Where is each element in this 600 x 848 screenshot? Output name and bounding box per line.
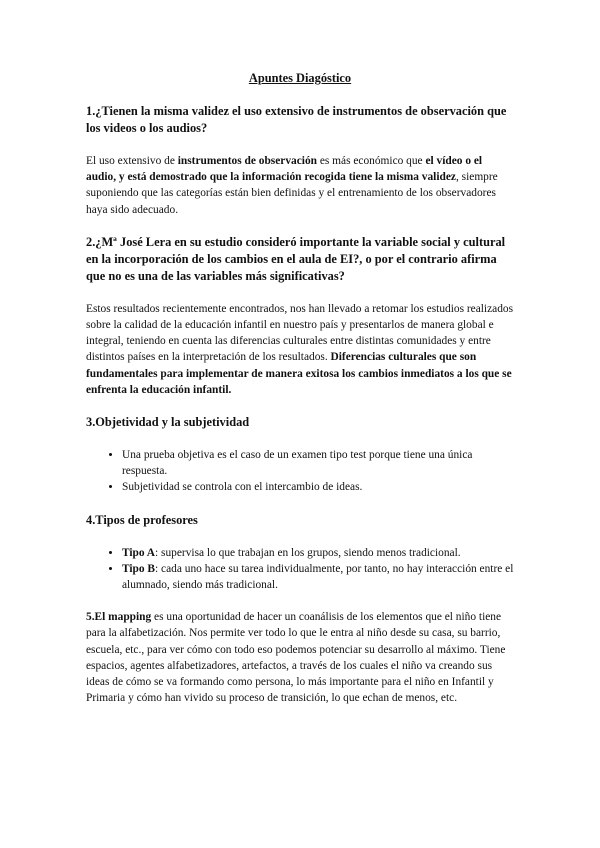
- answer-2-part-2: Diferencias culturales que son fundamentales para implementar de manera exitosa los cambios inmediatos a los que se enfrenta la educación infantil.: [86, 351, 512, 396]
- answer-1-part-1: El uso extensivo de: [86, 155, 178, 167]
- answer-1-part-4: el vídeo o el audio, y está demostrado que la información recogida tiene la misma validez: [86, 155, 483, 184]
- section-5-heading: 5.El mapping: [86, 611, 152, 624]
- question-1: 1.¿Tienen la misma validez el uso extensivo de instrumentos de observación que los videos o los audios?: [86, 104, 507, 135]
- answer-1-part-2: instrumentos de observación: [177, 155, 317, 167]
- section-4-heading: 4.Tipos de profesores: [86, 512, 198, 527]
- section-5-paragraph: [86, 609, 514, 706]
- list-item: • Subjetividad se controla con el intercambio de ideas.: [122, 479, 514, 495]
- section-5-text: es una oportunidad de hacer un coanálisis de los elementos que el niño tiene para la alfabetización. Nos permite ver todo lo que le entra al niño desde su casa, su barrio, escuela, etc., para ver cómo con todo eso podemos potenciar su desarrollo al máximo. Tiene espacios, agentes alfabetizadores, artefactos, a través de los cuales el niño va creando sus ideas de cómo se va formando como persona, lo más importante para el niño en Infantil y Primaria y cómo han vivido su proceso de transición, lo que echan de menos, etc.: [86, 611, 506, 705]
- answer-2: [86, 301, 514, 398]
- section-3-heading: 3.Objetividad y la subjetividad: [86, 415, 250, 430]
- question-2: 2.¿Mª José Lera en su estudio consideró importante la variable social y cultural en la incorporación de los cambios en el aula de EI?, o por el contrario afirma que no es una de las variables más significativas?: [86, 234, 506, 283]
- teacher-type-description: : cada uno hace su tarea individualmente, por tanto, no hay interacción entre el alumnado, siendo más tradicional.: [122, 562, 514, 592]
- document-title: Apuntes Diagóstico: [248, 71, 352, 85]
- answer-1-part-3: es más económico que: [316, 155, 426, 167]
- teacher-type-label: Tipo A: [122, 546, 156, 559]
- list-item: • Una prueba objetiva es el caso de un examen tipo test porque tiene una única respuesta.: [122, 447, 514, 479]
- list-item: [122, 545, 514, 561]
- section-3-list: [86, 447, 514, 496]
- answer-1-part-5: , siempre suponiendo que las categorías están bien definidas y el entrenamiento de los observadores haya sido adecuado.: [86, 171, 498, 216]
- answer-1: [86, 153, 514, 218]
- teacher-type-description: : supervisa lo que trabajan en los grupos, siendo menos tradicional.: [155, 546, 461, 559]
- section-4-list: [86, 545, 514, 594]
- list-item: [122, 561, 514, 593]
- teacher-type-label: Tipo B: [122, 562, 156, 575]
- answer-2-part-1: Estos resultados recientemente encontrados, nos han llevado a retomar los estudios realizados sobre la calidad de la educación infantil en nuestro país y presentarlos de manera global e integral, teniendo en cuenta las diferencias culturales entre distintas comunidades y entre distintos países en la interpretación de los resultados.: [86, 302, 514, 364]
